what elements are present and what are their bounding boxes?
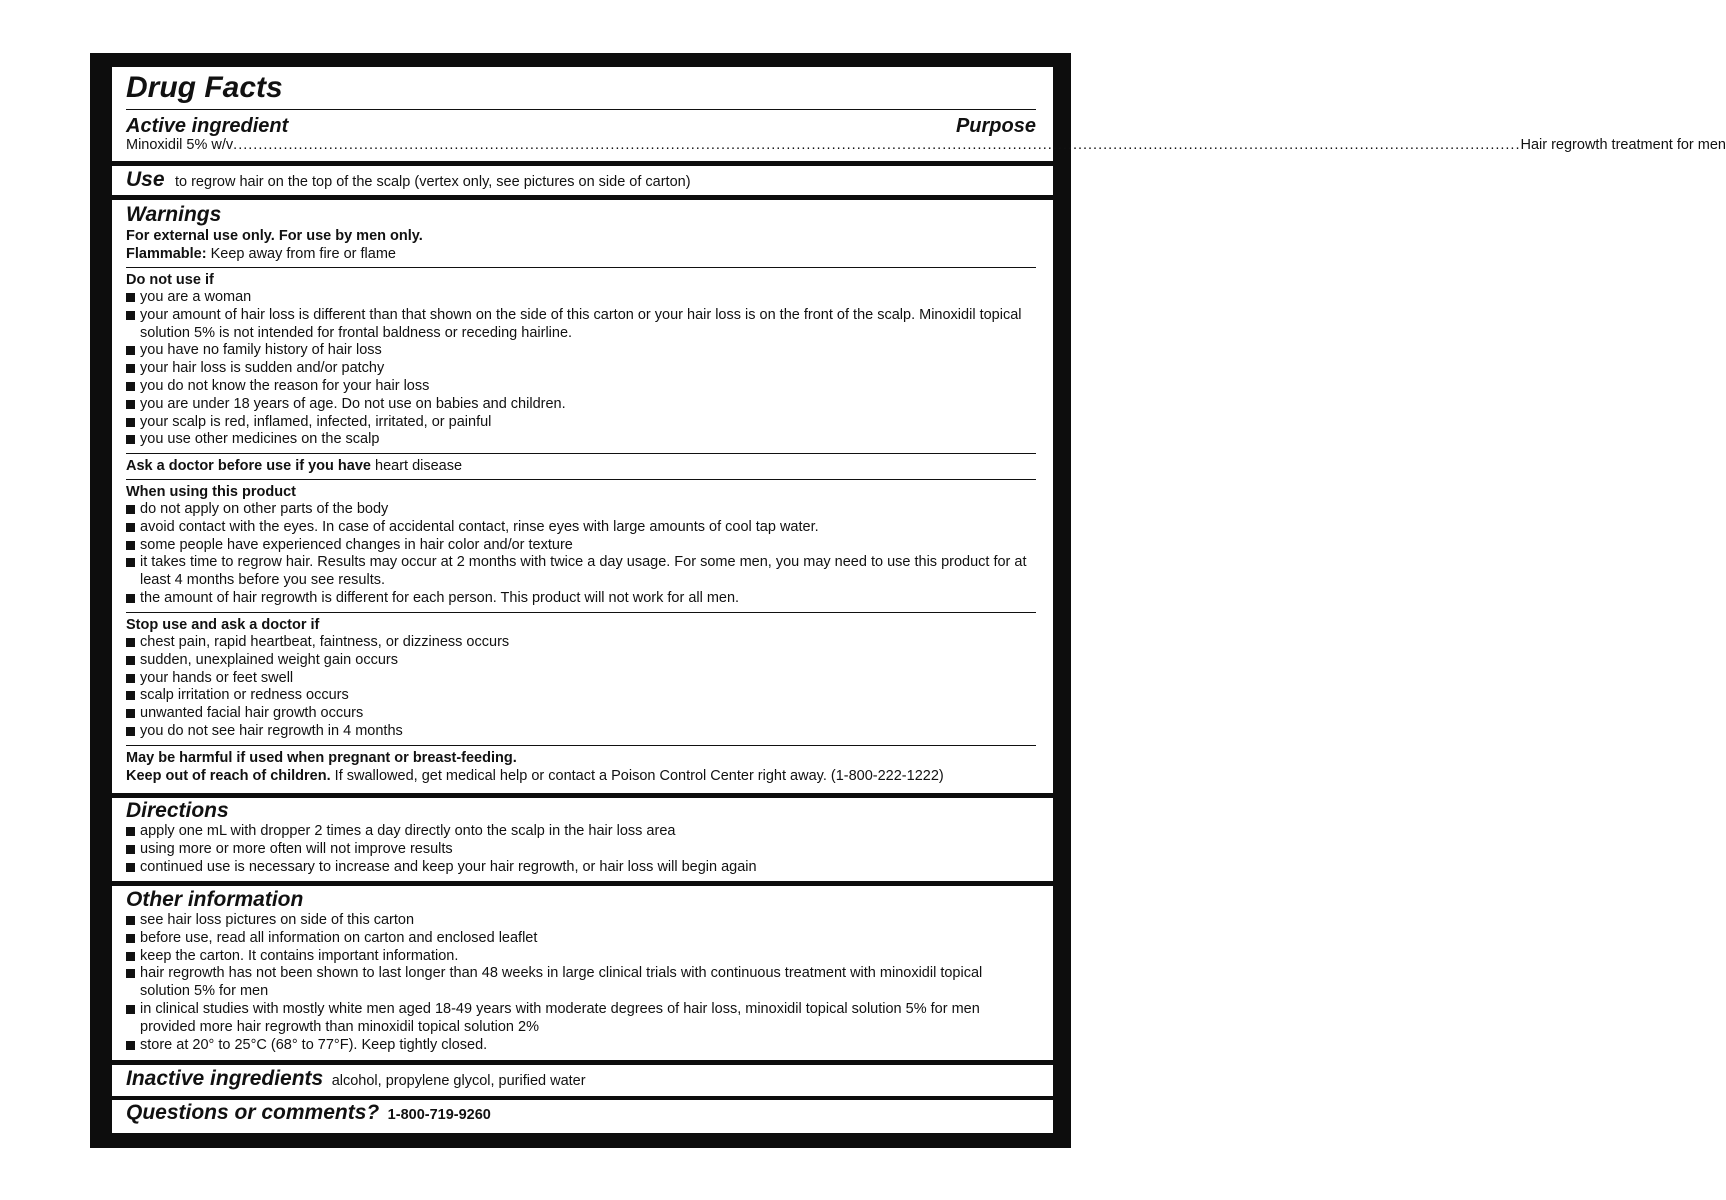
bullet-square-icon bbox=[126, 594, 135, 603]
list-item-text: avoid contact with the eyes. In case of accidental contact, rinse eyes with large amounts of cool tap water. bbox=[140, 518, 819, 535]
bullet-square-icon bbox=[126, 523, 135, 532]
list-item bbox=[126, 634, 1036, 652]
list-item bbox=[126, 687, 1036, 705]
list-item bbox=[126, 930, 1036, 948]
list-item bbox=[126, 431, 1036, 449]
list-item-text: it takes time to regrow hair. Results may occur at 2 months with twice a day usage. For some men, you may need to use this product for at least 4 months before you see results. bbox=[140, 554, 1027, 589]
list-item-text: the amount of hair regrowth is different for each person. This product will not work for all men. bbox=[140, 589, 740, 606]
bullet-square-icon bbox=[126, 845, 135, 854]
list-item bbox=[126, 378, 1036, 396]
list-item bbox=[126, 670, 1036, 688]
list-item-text: your hands or feet swell bbox=[140, 669, 294, 686]
list-item bbox=[126, 841, 1036, 859]
other-information-section bbox=[126, 888, 1036, 1054]
inactive-ingredients-text: alcohol, propylene glycol, purified water bbox=[331, 1073, 586, 1089]
bullet-square-icon bbox=[126, 311, 135, 320]
stop-use-section bbox=[126, 612, 1036, 741]
list-item bbox=[126, 652, 1036, 670]
list-item-text: in clinical studies with mostly white men aged 18-49 years with moderate degrees of hair loss, minoxidil topical solution 5% for men provided more hair regrowth than minoxidil topical solution 2% bbox=[140, 1000, 980, 1035]
list-item-text: you are under 18 years of age. Do not use on babies and children. bbox=[140, 395, 566, 412]
list-item-text: continued use is necessary to increase and keep your hair regrowth, or hair loss will begin again bbox=[140, 858, 757, 875]
bullet-square-icon bbox=[126, 727, 135, 736]
active-ingredient-heading: Active ingredient bbox=[126, 115, 289, 137]
bullet-square-icon bbox=[126, 969, 135, 978]
list-item-text: chest pain, rapid heartbeat, faintness, or dizziness occurs bbox=[140, 634, 510, 650]
list-item bbox=[126, 307, 1036, 343]
purpose-heading: Purpose bbox=[955, 115, 1036, 137]
list-item-text: keep the carton. It contains important information. bbox=[140, 947, 459, 964]
drug-facts-title: Drug Facts bbox=[126, 71, 283, 104]
list-item bbox=[126, 519, 1036, 537]
list-item bbox=[126, 912, 1036, 930]
questions-heading: Questions or comments? bbox=[126, 1101, 380, 1124]
list-item-text: you have no family history of hair loss bbox=[140, 342, 382, 359]
list-item-text: you do not see hair regrowth in 4 months bbox=[140, 722, 403, 739]
when-using-heading: When using this product bbox=[126, 484, 296, 500]
list-item bbox=[126, 823, 1036, 841]
list-item-text: your hair loss is sudden and/or patchy bbox=[140, 360, 385, 377]
bullet-square-icon bbox=[126, 505, 135, 514]
list-item-text: using more or more often will not improve results bbox=[140, 840, 453, 857]
bullet-square-icon bbox=[126, 346, 135, 355]
bullet-square-icon bbox=[126, 656, 135, 665]
list-item bbox=[126, 705, 1036, 723]
children-text: If swallowed, get medical help or contact a Poison Control Center right away. (1-800-222-1222) bbox=[334, 768, 944, 784]
ask-doctor-text: heart disease bbox=[375, 458, 463, 474]
dot-leader: ................................................................................................................................................................................................................................................................ bbox=[233, 137, 1521, 153]
bullet-square-icon bbox=[126, 364, 135, 373]
when-using-section bbox=[126, 479, 1036, 608]
list-item bbox=[126, 414, 1036, 432]
other-information-heading: Other information bbox=[126, 888, 304, 911]
inactive-ingredients-heading: Inactive ingredients bbox=[126, 1067, 324, 1090]
list-item bbox=[126, 965, 1036, 1001]
list-item bbox=[126, 342, 1036, 360]
list-item bbox=[126, 1037, 1036, 1055]
external-use-warning: For external use only. For use by men only. bbox=[126, 228, 423, 244]
section-divider bbox=[112, 793, 1053, 798]
list-item-text: hair regrowth has not been shown to last longer than 48 weeks in large clinical trials with continuous treatment with minoxidil topical solution 5% for men bbox=[140, 965, 983, 1000]
children-label: Keep out of reach of children. bbox=[126, 768, 331, 784]
warnings-heading: Warnings bbox=[126, 203, 222, 226]
bullet-square-icon bbox=[126, 916, 135, 925]
list-item bbox=[126, 723, 1036, 741]
bullet-square-icon bbox=[126, 863, 135, 872]
bullet-square-icon bbox=[126, 558, 135, 567]
questions-phone: 1-800-719-9260 bbox=[387, 1107, 491, 1123]
list-item-text: sudden, unexplained weight gain occurs bbox=[140, 651, 398, 668]
list-item-text: scalp irritation or redness occurs bbox=[140, 687, 349, 704]
list-item bbox=[126, 948, 1036, 966]
ask-doctor-section bbox=[126, 453, 1036, 475]
active-ingredient-value: Minoxidil 5% w/v bbox=[126, 137, 234, 153]
list-item-text: store at 20° to 25°C (68° to 77°F). Keep tightly closed. bbox=[140, 1036, 488, 1053]
list-item bbox=[126, 501, 1036, 519]
bullet-square-icon bbox=[126, 827, 135, 836]
list-item-text: you do not know the reason for your hair loss bbox=[140, 377, 430, 394]
use-section bbox=[126, 168, 1036, 192]
bullet-square-icon bbox=[126, 691, 135, 700]
drug-facts-header bbox=[126, 71, 1036, 105]
bullet-square-icon bbox=[126, 400, 135, 409]
stop-use-list bbox=[126, 634, 1036, 741]
bullet-square-icon bbox=[126, 293, 135, 302]
list-item-text: you are a woman bbox=[140, 289, 252, 305]
questions-section bbox=[126, 1101, 1036, 1125]
bullet-square-icon bbox=[126, 709, 135, 718]
do-not-use-section bbox=[126, 267, 1036, 449]
ask-doctor-line bbox=[126, 457, 1036, 475]
list-item-text: unwanted facial hair growth occurs bbox=[140, 705, 364, 722]
list-item-text: your scalp is red, inflamed, infected, irritated, or painful bbox=[140, 413, 492, 430]
section-divider bbox=[112, 161, 1053, 166]
bullet-square-icon bbox=[126, 382, 135, 391]
bullet-square-icon bbox=[126, 541, 135, 550]
use-heading: Use bbox=[126, 168, 165, 191]
list-item-text: your amount of hair loss is different than that shown on the side of this carton or your hair loss is on the front of the scalp. Minoxidil topical solution 5% is not intended for frontal baldness or receding hairline. bbox=[140, 306, 1022, 341]
list-item bbox=[126, 289, 1036, 307]
bullet-square-icon bbox=[126, 952, 135, 961]
active-ingredient-section bbox=[126, 109, 1726, 154]
list-item bbox=[126, 396, 1036, 414]
other-information-list bbox=[126, 912, 1036, 1054]
flammable-warning bbox=[126, 245, 1036, 263]
list-item bbox=[126, 554, 1036, 590]
bullet-square-icon bbox=[126, 674, 135, 683]
ask-doctor-label: Ask a doctor before use if you have bbox=[126, 458, 371, 474]
pregnancy-children-section bbox=[126, 745, 1036, 785]
directions-heading: Directions bbox=[126, 799, 229, 822]
flammable-text: Keep away from fire or flame bbox=[210, 246, 396, 262]
directions-list bbox=[126, 823, 1036, 876]
bullet-square-icon bbox=[126, 934, 135, 943]
do-not-use-heading: Do not use if bbox=[126, 272, 214, 288]
list-item-text: see hair loss pictures on side of this carton bbox=[140, 912, 415, 928]
bullet-square-icon bbox=[126, 1041, 135, 1050]
directions-section bbox=[126, 799, 1036, 876]
list-item bbox=[126, 859, 1036, 877]
list-item-text: you use other medicines on the scalp bbox=[140, 431, 380, 448]
flammable-label: Flammable: bbox=[126, 246, 207, 262]
list-item bbox=[126, 537, 1036, 555]
pregnancy-warning: May be harmful if used when pregnant or breast-feeding. bbox=[126, 750, 517, 766]
inactive-ingredients-section bbox=[126, 1067, 1036, 1091]
drug-facts-panel bbox=[112, 67, 1726, 1133]
bullet-square-icon bbox=[126, 435, 135, 444]
purpose-value: Hair regrowth treatment for men bbox=[1520, 137, 1726, 153]
children-warning bbox=[126, 767, 1036, 785]
stop-use-heading: Stop use and ask a doctor if bbox=[126, 617, 320, 633]
use-text: to regrow hair on the top of the scalp (vertex only, see pictures on side of carton) bbox=[174, 174, 691, 190]
when-using-list bbox=[126, 501, 1036, 608]
bullet-square-icon bbox=[126, 638, 135, 647]
list-item-text: some people have experienced changes in hair color and/or texture bbox=[140, 536, 573, 553]
list-item bbox=[126, 360, 1036, 378]
bullet-square-icon bbox=[126, 1005, 135, 1014]
warnings-section bbox=[126, 203, 1036, 263]
list-item-text: do not apply on other parts of the body bbox=[140, 501, 389, 517]
list-item-text: before use, read all information on carton and enclosed leaflet bbox=[140, 929, 538, 946]
section-divider bbox=[112, 881, 1053, 886]
list-item-text: apply one mL with dropper 2 times a day directly onto the scalp in the hair loss area bbox=[140, 823, 676, 839]
section-divider bbox=[112, 195, 1053, 200]
section-divider bbox=[112, 1096, 1053, 1100]
section-divider bbox=[112, 1060, 1053, 1065]
do-not-use-list bbox=[126, 289, 1036, 449]
list-item bbox=[126, 590, 1036, 608]
list-item bbox=[126, 1001, 1036, 1037]
bullet-square-icon bbox=[126, 418, 135, 427]
